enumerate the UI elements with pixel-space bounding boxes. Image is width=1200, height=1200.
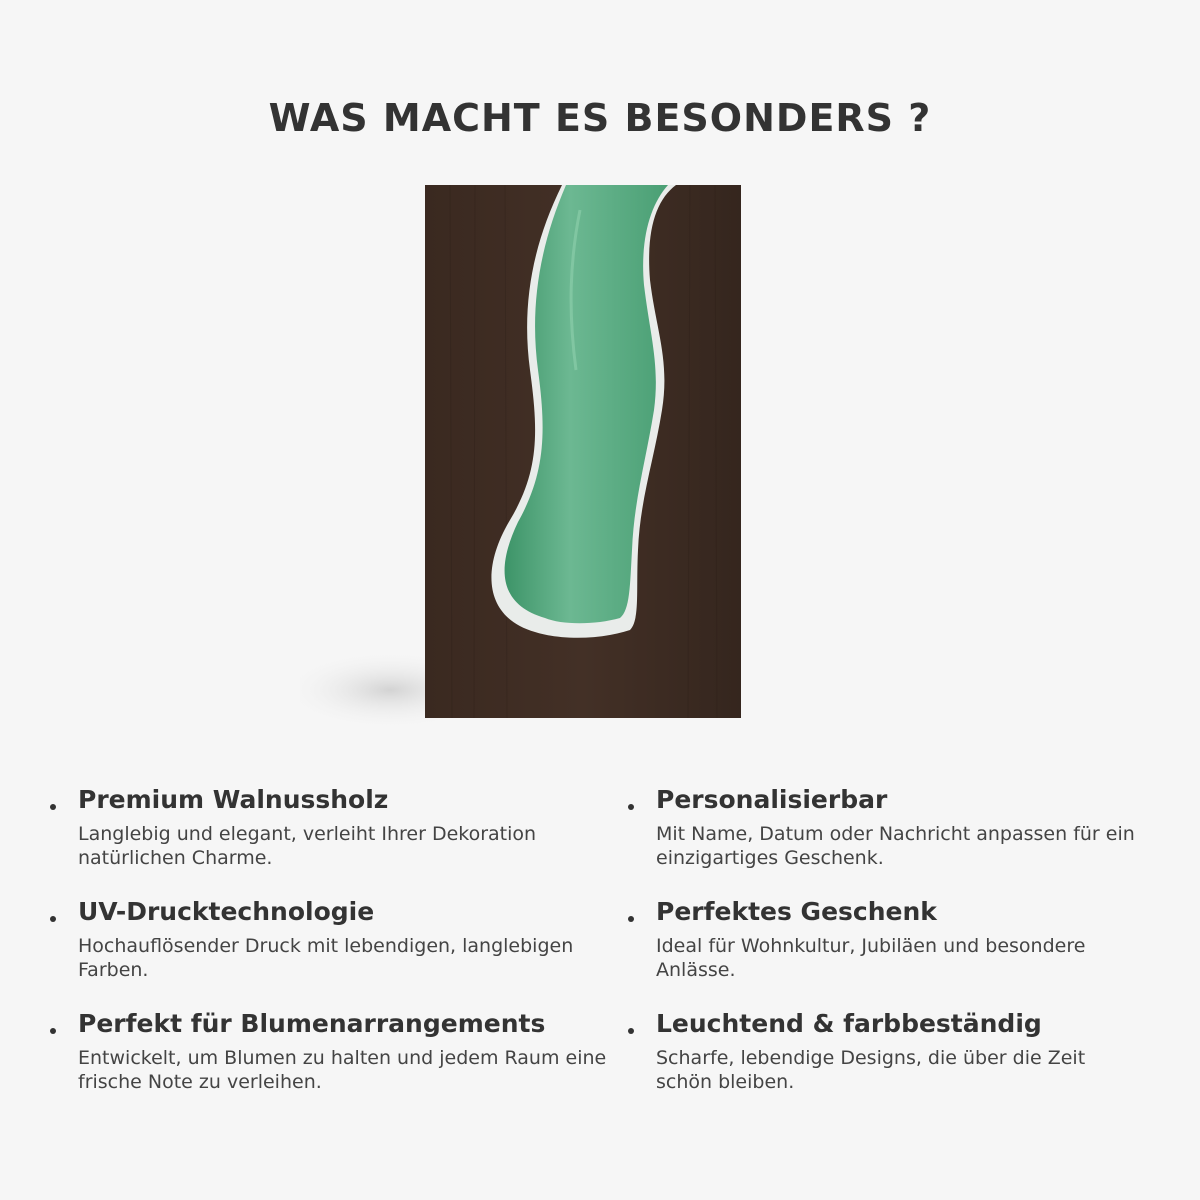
feature-title: Perfektes Geschenk (656, 897, 937, 926)
feature-item (624, 784, 1144, 869)
feature-item (46, 896, 624, 981)
bullet-icon (50, 1028, 56, 1034)
bullet-icon (50, 916, 56, 922)
product-image (300, 170, 860, 750)
feature-title: Personalisierbar (656, 785, 888, 814)
feature-title: Perfekt für Blumenarrangements (78, 1009, 546, 1038)
feature-title: Leuchtend & farbbeständig (656, 1009, 1042, 1038)
feature-description: Mit Name, Datum oder Nachricht anpassen für ein einzigartiges Geschenk. (656, 823, 1135, 869)
feature-title: UV-Drucktechnologie (78, 897, 375, 926)
bullet-icon (628, 916, 634, 922)
feature-item (46, 784, 624, 869)
feature-description: Ideal für Wohnkultur, Jubiläen und besondere Anlässe. (656, 935, 1086, 981)
bullet-icon (628, 804, 634, 810)
features-grid (46, 784, 1166, 1093)
feature-description: Langlebig und elegant, verleiht Ihrer Dekoration natürlichen Charme. (78, 823, 537, 869)
feature-description: Hochauflösender Druck mit lebendigen, langlebigen Farben. (78, 935, 574, 981)
feature-item (624, 1008, 1144, 1093)
feature-item (624, 896, 1144, 981)
feature-description: Entwickelt, um Blumen zu halten und jedem Raum eine frische Note zu verleihen. (78, 1047, 607, 1093)
feature-description: Scharfe, lebendige Designs, die über die Zeit schön bleiben. (656, 1047, 1086, 1093)
feature-item (46, 1008, 624, 1093)
feature-title: Premium Walnussholz (78, 785, 389, 814)
vase-illustration (300, 170, 860, 750)
bullet-icon (50, 804, 56, 810)
page-title: WAS MACHT ES BESONDERS ? (268, 96, 932, 140)
bullet-icon (628, 1028, 634, 1034)
